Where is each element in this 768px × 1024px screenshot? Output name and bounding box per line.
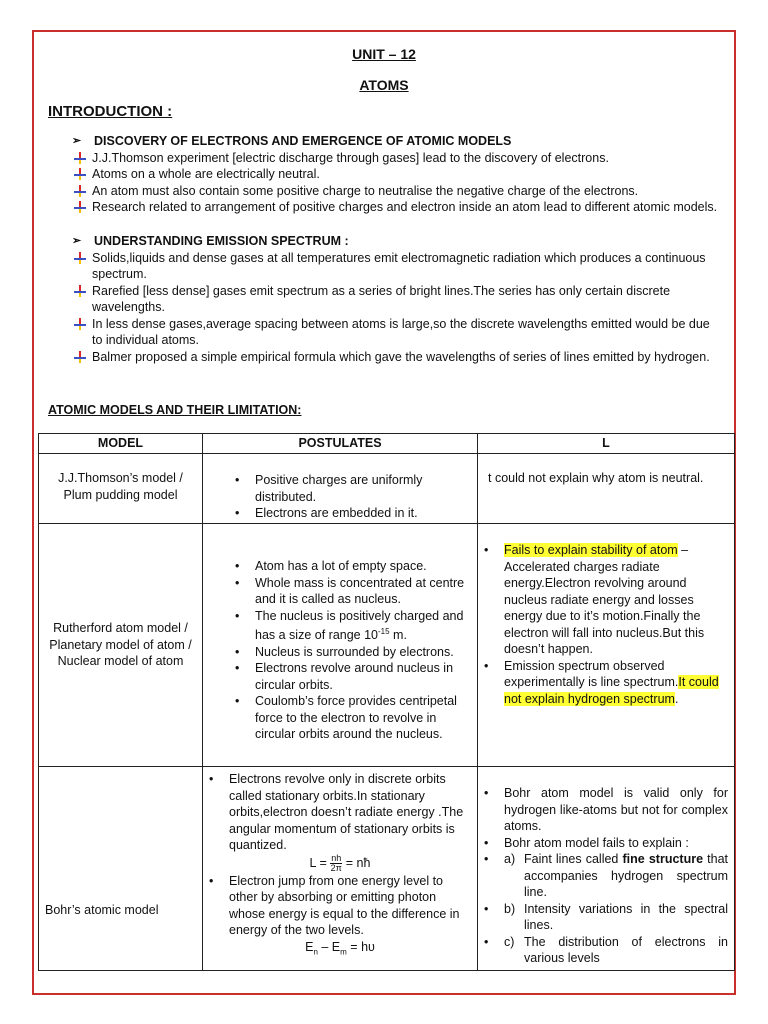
section-emission-spectrum — [48, 233, 720, 365]
list-item: • Electrons revolve around nucleus in circular orbits. — [255, 660, 471, 693]
document-page — [32, 30, 736, 995]
limitation-cell — [478, 524, 735, 767]
model-cell: J.J.Thomson’s model / Plum pudding model — [39, 454, 203, 524]
highlighted-text: Fails to explain stability of atom — [504, 543, 678, 557]
pushpin-icon — [72, 283, 92, 297]
highlighted-text: It could not explain hydrogen spectrum — [504, 675, 719, 706]
list-item: • Coulomb’s force provides centripetal force to the electron to revolve in circular orbits around the nucleus. — [255, 693, 471, 743]
model-cell: Rutherford atom model / Planetary model of atom / Nuclear model of atom — [39, 524, 203, 767]
unit-heading: UNIT – 12 — [352, 46, 416, 62]
introduction-heading: INTRODUCTION : — [48, 103, 173, 120]
energy-formula: $E_n - E_m = h\upsilon$ — [305, 939, 375, 956]
list-item: • Bohr atom model is valid only for hydrogen like-atoms but not for complex atoms. — [504, 785, 728, 835]
list-item: In less dense gases,average spacing between atoms is large,so the discrete wavelengths emitted would be due to individual atoms. — [72, 316, 720, 349]
pushpin-icon — [72, 316, 92, 330]
section-discovery — [48, 133, 720, 216]
limitation-cell — [478, 767, 735, 971]
list-item: • Atom has a lot of empty space. — [255, 558, 471, 575]
arrow-icon: ➢ — [72, 135, 82, 147]
limitations-heading: ATOMIC MODELS AND THEIR LIMITATION: — [48, 403, 302, 417]
list-item: • The nucleus is positively charged and has a size of range $10^{-15}$ m. — [255, 608, 471, 644]
column-header-model: MODEL — [39, 434, 203, 454]
pushpin-icon — [72, 250, 92, 264]
page-title: ATOMS — [359, 77, 409, 93]
table-row — [39, 524, 735, 767]
pushpin-icon — [72, 199, 92, 213]
list-item: • Whole mass is concentrated at centre and it is called as nucleus. — [255, 575, 471, 608]
list-item: Rarefied [less dense] gases emit spectrum as a series of bright lines.The series has only certain discrete wavelengths. — [72, 283, 720, 316]
column-header-postulates: POSTULATES — [203, 434, 478, 454]
list-item: • Electrons are embedded in it. — [255, 505, 471, 522]
table-row — [39, 767, 735, 971]
postulates-cell — [203, 524, 478, 767]
list-item: Atoms on a whole are electrically neutral. — [72, 166, 720, 183]
list-item: • Fails to explain stability of atom – Accelerated charges radiate energy.Electron revolving around nucleus radiate energy and losses energy due to it’s motion.Finally the electron will fall into nucleus.But this doesn’t happen. — [504, 542, 728, 658]
list-item: Balmer proposed a simple empirical formula which gave the wavelengths of series of lines emitted by hydrogen. — [72, 349, 720, 366]
list-item: • Bohr atom model fails to explain : • a) Faint lines called fine structure that accompanies hydrogen spectrum line. • b) Intensity variations in the spectral lines. • c) The distribution of electrons in various levels — [504, 835, 728, 967]
pushpin-icon — [72, 183, 92, 197]
postulates-cell — [203, 767, 478, 971]
model-cell: Bohr’s atomic model — [39, 767, 203, 971]
list-item: An atom must also contain some positive charge to neutralise the negative charge of the electrons. — [72, 183, 720, 200]
postulates-cell — [203, 454, 478, 524]
table-row — [39, 454, 735, 524]
atomic-models-table — [38, 433, 735, 971]
list-item: • a) Faint lines called fine structure that accompanies hydrogen spectrum line. — [504, 851, 728, 901]
list-item: Solids,liquids and dense gases at all temperatures emit electromagnetic radiation which produces a continuous spectrum. — [72, 250, 720, 283]
list-item: J.J.Thomson experiment [electric discharge through gases] lead to the discovery of electrons. — [72, 150, 720, 167]
list-item: • Positive charges are uniformly distributed. — [255, 472, 471, 505]
list-item: • Electron jump from one energy level to other by absorbing or emitting photon whose energy is equal to the difference in energy of the two levels. — [229, 873, 471, 939]
list-item: • Emission spectrum observed experimentally is line spectrum.It could not explain hydrogen spectrum. — [504, 658, 728, 708]
section-heading: ➢ UNDERSTANDING EMISSION SPECTRUM : — [72, 234, 349, 248]
limitation-cell: t could not explain why atom is neutral. — [478, 454, 735, 524]
list-item: • Nucleus is surrounded by electrons. — [255, 644, 471, 661]
pushpin-icon — [72, 150, 92, 164]
angular-momentum-formula: L = $\frac{nh}{2\pi}$ = nħ — [309, 852, 371, 873]
list-item: • c) The distribution of electrons in various levels — [504, 934, 728, 967]
arrow-icon: ➢ — [72, 235, 82, 247]
pushpin-icon — [72, 349, 92, 363]
list-item: • b) Intensity variations in the spectral lines. — [504, 901, 728, 934]
section-heading: ➢ DISCOVERY OF ELECTRONS AND EMERGENCE OF ATOMIC MODELS — [72, 134, 512, 148]
list-item: Research related to arrangement of positive charges and electron inside an atom lead to different atomic models. — [72, 199, 720, 216]
pushpin-icon — [72, 166, 92, 180]
table-header-row — [39, 434, 735, 454]
list-item: • Electrons revolve only in discrete orbits called stationary orbits.In stationary orbits,electron doesn’t radiate energy .The angular momentum of stationary orbits is quantized. — [229, 771, 471, 854]
column-header-limitation: L — [478, 434, 735, 454]
